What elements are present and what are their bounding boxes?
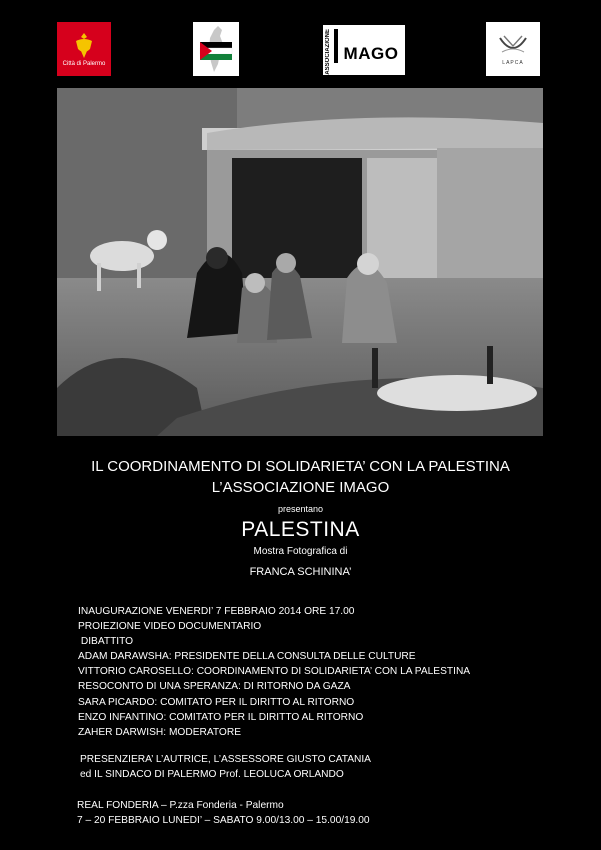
program-line: ZAHER DARWISH: MODERATORE: [78, 726, 242, 738]
program-line: ENZO INFANTINO: COMITATO PER IL DIRITTO AL RITORNO: [78, 711, 364, 723]
imago-i-bar: [334, 29, 338, 63]
presents-label: presentano: [277, 504, 324, 514]
program-line: RESOCONTO DI UNA SPERANZA: DI RITORNO DA GAZA: [78, 681, 351, 693]
program-list: [78, 604, 470, 740]
imago-word: MAGO: [343, 44, 399, 63]
lapca-swoosh-icon: [496, 32, 530, 58]
venue-info: [77, 798, 370, 828]
exhibition-photograph: [57, 88, 543, 436]
program-line: DIBATTITO: [78, 636, 134, 648]
closing-line: ed IL SINDACO DI PALERMO Prof. LEOLUCA ORLANDO: [80, 769, 344, 781]
venue-hours: 7 – 20 FEBBRAIO LUNEDI’ – SABATO 9.00/13.00 – 15.00/19.00: [77, 815, 370, 827]
imago-vertical-text: ASSOCIAZIONE: [325, 29, 331, 75]
program-line: SARA PICARDO: COMITATO PER IL DIRITTO AL RITORNO: [78, 696, 355, 708]
program-line: ADAM DARAWSHA: PRESIDENTE DELLA CONSULTA DELLE CULTURE: [78, 651, 416, 663]
closing-notes: [80, 752, 371, 782]
city-caption: Città di Palermo: [62, 61, 106, 67]
associazione-imago-logo: [323, 25, 405, 75]
lapca-caption: LAPCA: [502, 60, 524, 66]
organizer-line-2: L’ASSOCIAZIONE IMAGO: [211, 479, 390, 496]
program-line: PROIEZIONE VIDEO DOCUMENTARIO: [78, 621, 262, 633]
program-line: VITTORIO CAROSELLO: COORDINAMENTO DI SOLIDARIETA’ CON LA PALESTINA: [78, 666, 471, 678]
closing-line: PRESENZIERA’ L’AUTRICE, L’ASSESSORE GIUSTO CATANIA: [80, 754, 371, 765]
citta-di-palermo-logo: [57, 22, 111, 76]
venue-address: REAL FONDERIA – P.zza Fonderia - Palermo: [77, 800, 284, 811]
exhibition-subtitle: Mostra Fotografica di: [253, 546, 348, 557]
lapca-logo: [486, 22, 540, 76]
palestine-map-flag-logo: [193, 22, 239, 76]
photo-scene: [57, 88, 543, 436]
program-line: INAUGURAZIONE VENERDI’ 7 FEBBRAIO 2014 ORE 17.00: [78, 606, 355, 617]
author-name: FRANCA SCHININA’: [249, 566, 352, 578]
organizer-line-1: IL COORDINAMENTO DI SOLIDARIETA’ CON LA PALESTINA: [91, 458, 510, 475]
palestine-flag-map-icon: [196, 24, 236, 74]
exhibition-title: PALESTINA: [241, 518, 360, 541]
eagle-crest-icon: [72, 31, 96, 59]
